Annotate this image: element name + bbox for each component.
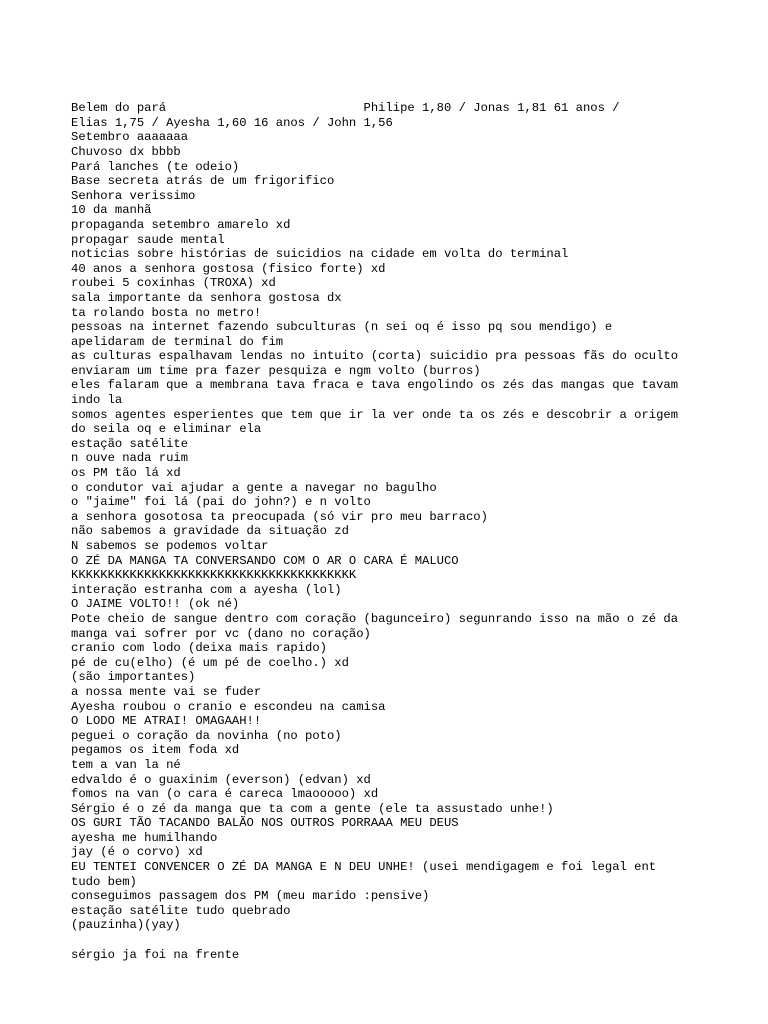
text-line: 10 da manhã: [71, 203, 152, 218]
text-line: cranio com lodo (deixa mais rapido): [71, 641, 327, 656]
text-line: estação satélite tudo quebrado: [71, 903, 291, 918]
text-line: O ZÉ DA MANGA TA CONVERSANDO COM O AR O CARA É MALUCO: [71, 553, 459, 568]
text-line: os PM tão lá xd: [71, 466, 181, 481]
text-line: a senhora gosotosa ta preocupada (só vir pro meu barraco): [71, 509, 488, 524]
text-line: o condutor vai ajudar a gente a navegar no bagulho: [71, 480, 437, 495]
text-line: Setembro aaaaaaa: [71, 130, 189, 145]
text-line: conseguimos passagem dos PM (meu marido :pensive): [71, 889, 430, 904]
text-line: indo la: [71, 393, 123, 408]
text-line: peguei o coração da novinha (no poto): [71, 728, 342, 743]
text-line: propaganda setembro amarelo xd: [71, 217, 291, 232]
text-line: O JAIME VOLTO!! (ok né): [71, 597, 240, 612]
text-line: o "jaime" foi lá (pai do john?) e n volto: [71, 495, 371, 510]
text-line: ayesha me humilhando: [71, 830, 218, 845]
text-line: tudo bem): [71, 874, 137, 889]
text-line: pé de cu(elho) (é um pé de coelho.) xd: [71, 655, 349, 670]
text-line: Belem do pará Philipe 1,80 / Jonas 1,81 61 anos /: [71, 101, 620, 116]
text-line: do seila oq e eliminar ela: [71, 422, 262, 437]
text-line: interação estranha com a ayesha (lol): [71, 582, 342, 597]
text-line: noticias sobre histórias de suicidios na cidade em volta do terminal: [71, 247, 569, 262]
text-line: enviaram um time pra fazer pesquiza e ngm volto (burros): [71, 363, 481, 378]
text-line: pegamos os item foda xd: [71, 743, 240, 758]
text-line: Sérgio é o zé da manga que ta com a gente (ele ta assustado unhe!): [71, 801, 554, 816]
text-line: O LODO ME ATRAI! OMAGAAH!!: [71, 714, 262, 729]
text-line: sérgio ja foi na frente: [71, 947, 240, 962]
text-line: KKKKKKKKKKKKKKKKKKKKKKKKKKKKKKKKKKKKKKK: [71, 568, 357, 583]
text-line: Base secreta atrás de um frigorifico: [71, 174, 335, 189]
text-line: n ouve nada ruim: [71, 451, 189, 466]
text-line: fomos na van (o cara é careca lmaooooo) xd: [71, 787, 379, 802]
text-line: Ayesha roubou o cranio e escondeu na camisa: [71, 699, 386, 714]
text-line: EU TENTEI CONVENCER O ZÉ DA MANGA E N DEU UNHE! (usei mendigagem e foi legal ent: [71, 860, 657, 875]
text-line: Pote cheio de sangue dentro com coração (bagunceiro) segunrando isso na mão o zé da: [71, 611, 679, 626]
text-line: OS GURI TÃO TACANDO BALÃO NOS OUTROS PORRAAA MEU DEUS: [71, 816, 459, 831]
text-line: N sabemos se podemos voltar: [71, 539, 269, 553]
text-line: Pará lanches (te odeio): [71, 159, 240, 174]
text-line: a nossa mente vai se fuder: [71, 684, 262, 699]
text-line: Senhora verissimo: [71, 188, 196, 203]
text-line: pessoas na internet fazendo subculturas (n sei oq é isso pq sou mendigo) e: [71, 320, 613, 335]
blank-line: [71, 933, 711, 948]
text-line: manga vai sofrer por vc (dano no coração): [71, 626, 371, 641]
text-line: estação satélite: [71, 436, 189, 451]
text-line: Elias 1,75 / Ayesha 1,60 16 anos / John 1,56: [71, 115, 393, 130]
text-line: as culturas espalhavam lendas no intuito (corta) suicidio pra pessoas fãs do oculto: [71, 349, 679, 364]
text-line: (pauzinha)(yay): [71, 918, 181, 933]
text-line: (são importantes): [71, 670, 196, 685]
text-line: tem a van la né: [71, 757, 181, 772]
text-line: apelidaram de terminal do fim: [71, 334, 284, 349]
text-line: jay (é o corvo) xd: [71, 845, 203, 860]
text-line: 40 anos a senhora gostosa (fisico forte) xd: [71, 261, 386, 276]
text-line: propagar saude mental: [71, 232, 225, 247]
text-line: somos agentes esperientes que tem que ir la ver onde ta os zés e descobrir a origem: [71, 407, 679, 422]
text-line: roubei 5 coxinhas (TROXA) xd: [71, 276, 276, 291]
text-line: Chuvoso dx bbbb: [71, 144, 181, 159]
text-line: sala importante da senhora gostosa dx: [71, 290, 342, 305]
document-text-body: [71, 72, 711, 962]
text-line: edvaldo é o guaxinim (everson) (edvan) xd: [71, 772, 371, 787]
text-line: ta rolando bosta no metro!: [71, 305, 262, 320]
text-line: eles falaram que a membrana tava fraca e tava engolindo os zés das mangas que tavam: [71, 378, 679, 393]
text-line: não sabemos a gravidade da situação zd: [71, 524, 349, 539]
